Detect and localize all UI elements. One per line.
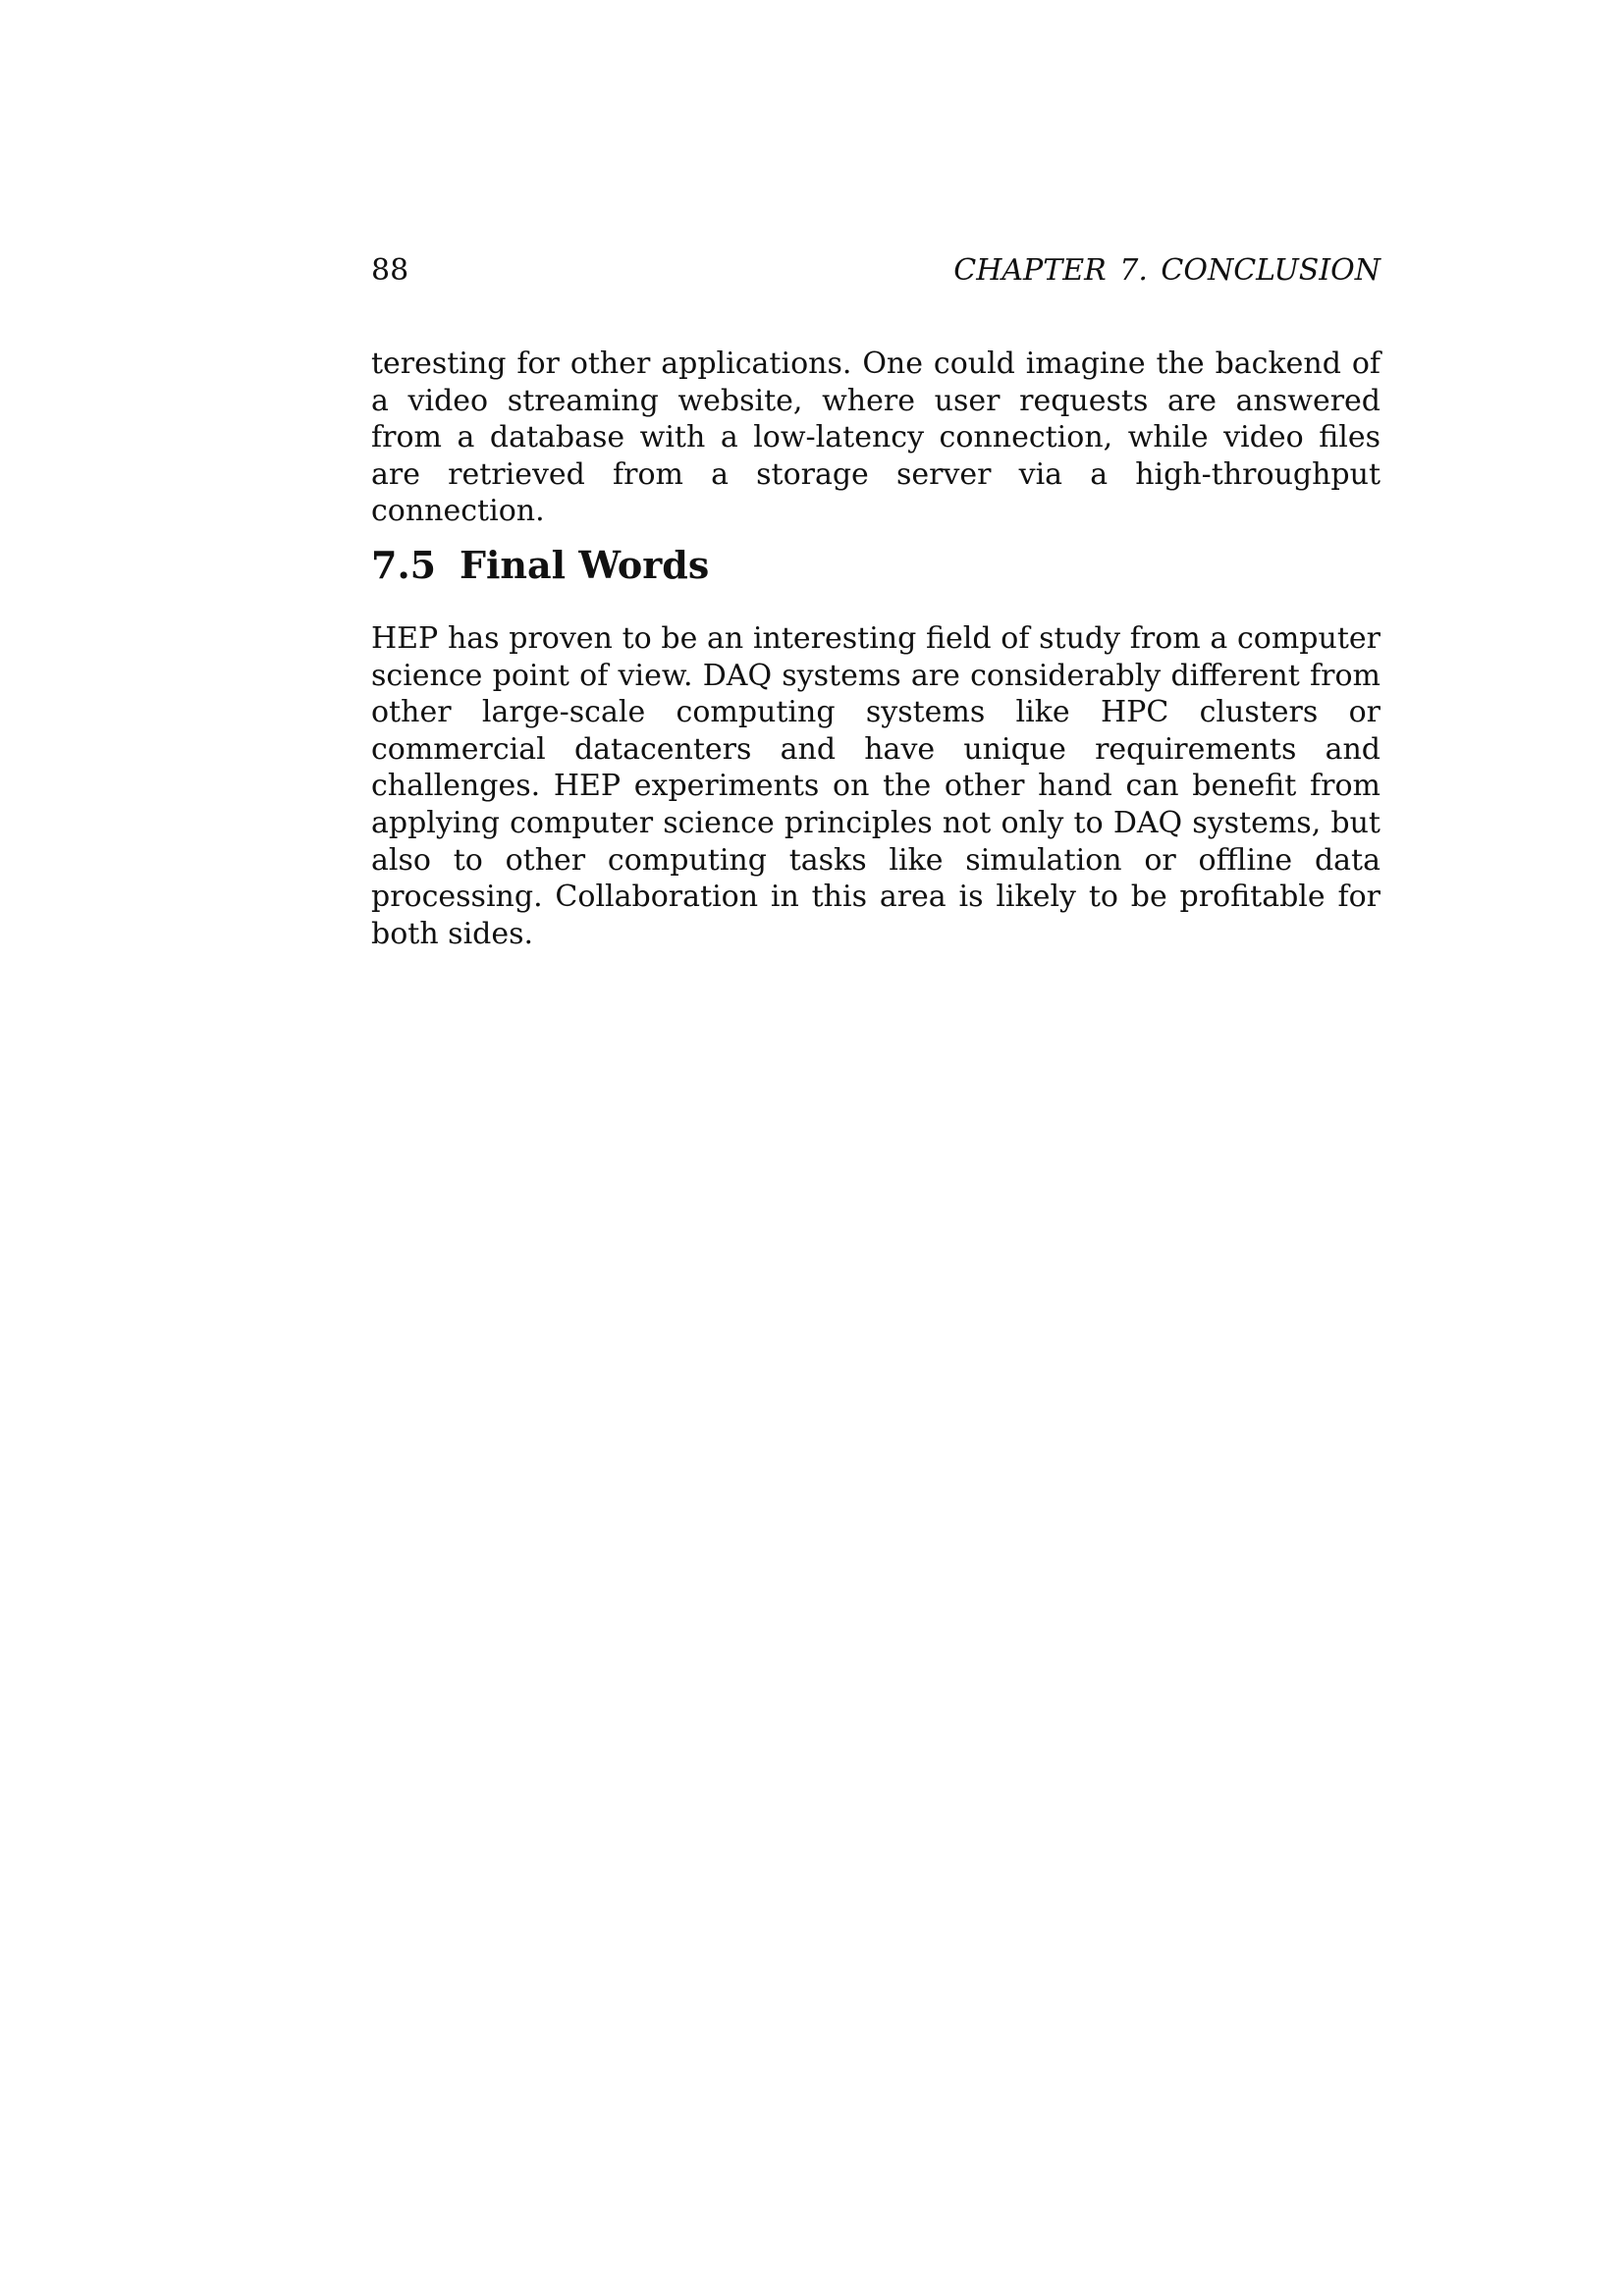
document-page: [371, 0, 1380, 2296]
section-title: Final Words: [460, 543, 710, 587]
chapter-title: CHAPTER 7. CONCLUSION: [953, 253, 1380, 288]
section-number: 7.5: [371, 543, 437, 587]
body-paragraph-final-words: HEP has proven to be an interesting field of study from a computer science point of view. DAQ systems are considerably different from other large-scale computing systems like HPC clusters or commercial datacenters and have unique requirements and challenges. HEP experiments on the other hand can benefit from applying computer science principles not only to DAQ systems, but also to other computing tasks like simulation or offline data processing. Collaboration in this area is likely to be profitable for both sides.: [371, 621, 1380, 951]
section-heading: [371, 542, 709, 589]
page-number: 88: [371, 253, 409, 288]
body-paragraph-continued: teresting for other applications. One could imagine the backend of a video streaming website, where user requests are answered from a database with a low-latency connection, while video files are retrieved from a storage server via a high-throughput connection.: [371, 347, 1380, 529]
running-header: [371, 251, 1380, 291]
